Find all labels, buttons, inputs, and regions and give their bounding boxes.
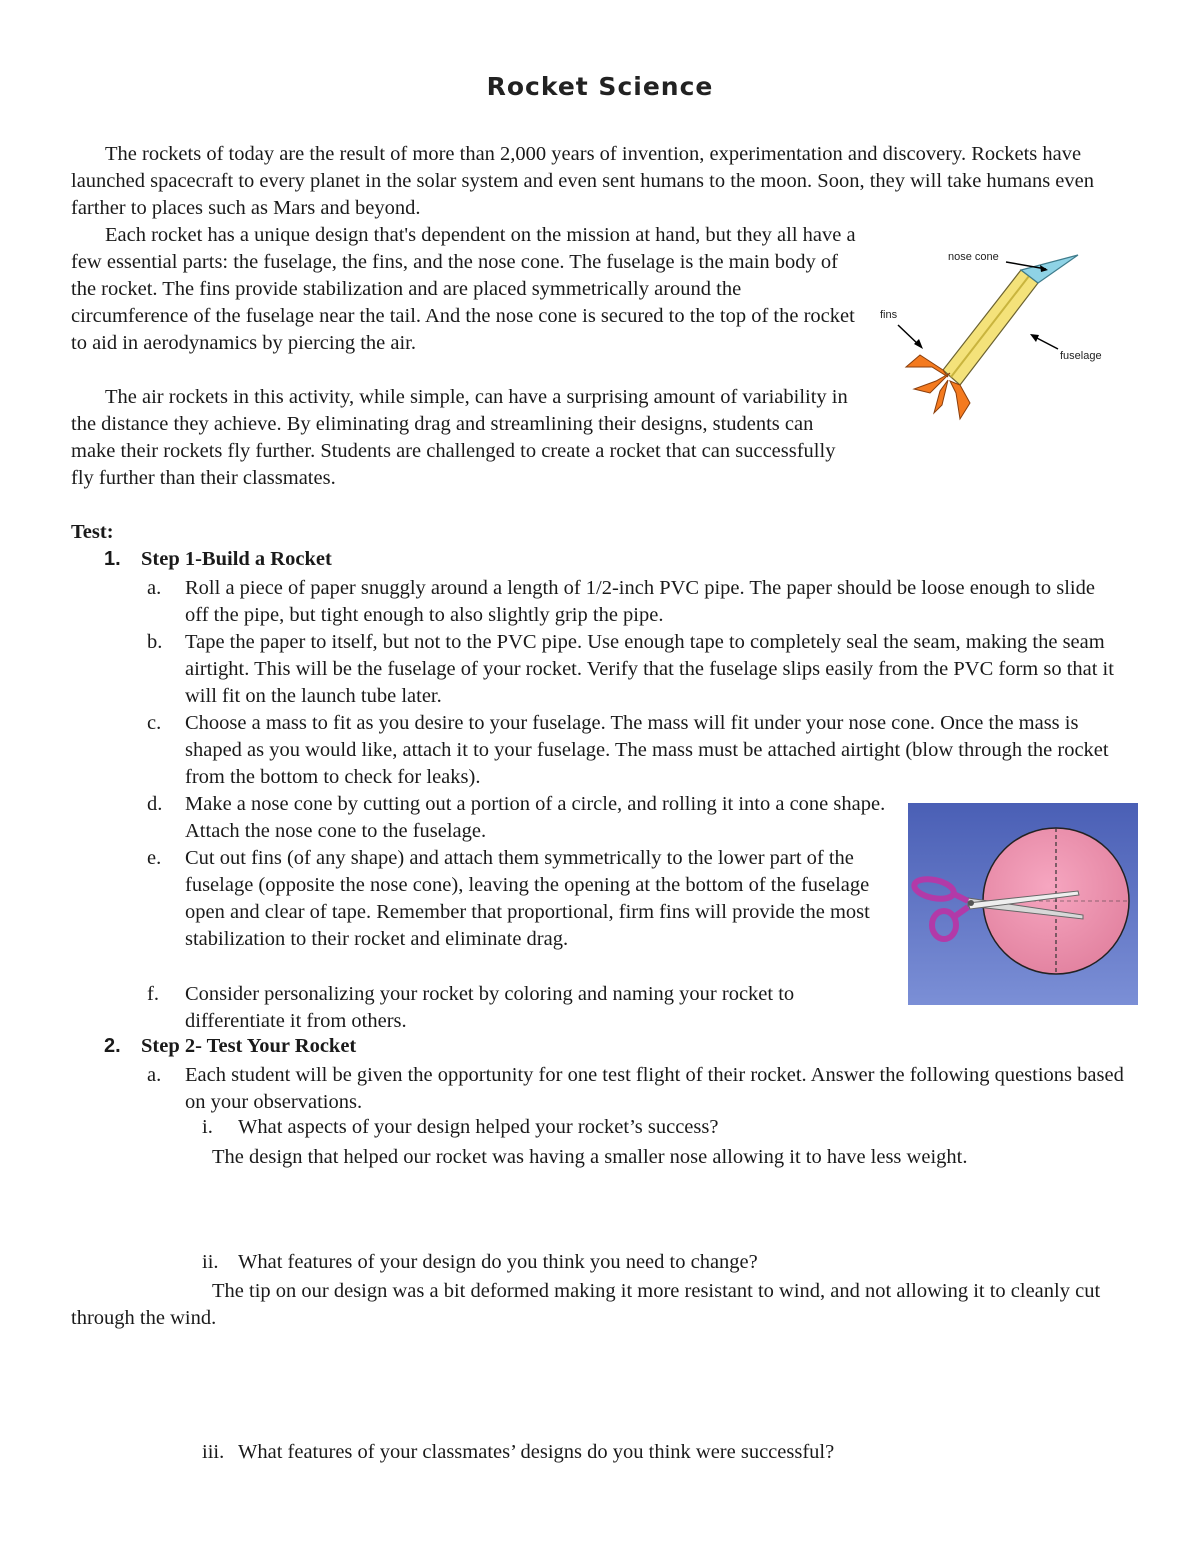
rocket-diagram <box>870 243 1120 428</box>
step-2-heading <box>104 1035 356 1058</box>
list-item <box>147 1062 1137 1116</box>
list-text: Tape the paper to itself, but not to the PVC pipe. Use enough tape to completely seal the seam, making the seam airtight. This will be the fuselage of your rocket. Verify that the fuselage slips easily from the PVC form so that it will fit on the launch tube later. <box>185 631 1114 707</box>
list-item <box>147 981 897 1035</box>
list-item <box>147 710 1137 791</box>
step-2-number: 2. <box>104 1035 121 1057</box>
list-item <box>147 845 877 953</box>
question-marker: ii. <box>202 1251 219 1273</box>
label-fuselage: fuselage <box>1060 350 1102 362</box>
list-text: Consider personalizing your rocket by coloring and naming your rocket to differentiate it from others. <box>185 983 795 1032</box>
list-marker: a. <box>147 1064 162 1086</box>
list-marker: f. <box>147 983 159 1005</box>
question-text: What features of your design do you think you need to change? <box>238 1251 758 1273</box>
step-1-title: Step 1-Build a Rocket <box>141 548 332 570</box>
intro-paragraph-2: Each rocket has a unique design that's dependent on the mission at hand, but they all have a few essential parts: the fuselage, the fins, and the nose cone. The fuselage is the main body of the rocket. The fins provide stabilization and are placed symmetrically around the circumference of the fuselage near the tail. And the nose cone is secured to the top of the rocket to aid in aerodynamics by piercing the air. <box>71 224 856 354</box>
question-marker: i. <box>202 1116 213 1138</box>
step-1-heading <box>104 548 332 571</box>
step-2-title: Step 2- Test Your Rocket <box>141 1035 357 1057</box>
nose-cone-circle-figure <box>908 803 1138 1005</box>
label-fins: fins <box>880 309 898 321</box>
question-marker: iii. <box>202 1441 225 1463</box>
list-text: Cut out fins (of any shape) and attach them symmetrically to the lower part of the fuselage (opposite the nose cone), leaving the opening at the bottom of the fuselage open and clear of tape. Remember that proportional, firm fins will provide the most stabilization to their rocket and eliminate drag. <box>185 847 870 950</box>
label-nose-cone: nose cone <box>948 251 999 263</box>
list-marker: c. <box>147 712 162 734</box>
intro-paragraph-3: The air rockets in this activity, while simple, can have a surprising amount of variability in the distance they achieve. By eliminating drag and streamlining their designs, students can make their rockets fly further. Students are challenged to create a rocket that can successfully fly further than their classmates. <box>71 386 848 489</box>
list-marker: b. <box>147 631 163 653</box>
intro-paragraph-1: The rockets of today are the result of more than 2,000 years of invention, experimentation and discovery. Rockets have launched spacecraft to every planet in the solar system and even sent humans to the moon. Soon, they will take humans even farther to places such as Mars and beyond. <box>71 143 1095 219</box>
answer-2: The tip on our design was a bit deformed making it more resistant to wind, and not allowing it to cleanly cut through the wind. <box>71 1280 1101 1329</box>
list-text: Choose a mass to fit as you desire to your fuselage. The mass will fit under your nose cone. Once the mass is shaped as you would like, attach it to your fuselage. The mass must be attached airtight (blow through the rocket from the bottom to check for leaks). <box>185 712 1109 788</box>
question-text: What aspects of your design helped your rocket’s success? <box>238 1116 719 1138</box>
rocket-fuselage <box>943 270 1038 385</box>
list-marker: a. <box>147 577 162 599</box>
answer-1: The design that helped our rocket was having a smaller nose allowing it to have less weight. <box>212 1146 968 1168</box>
list-marker: e. <box>147 847 162 869</box>
question-2 <box>202 1251 758 1274</box>
step-1-number: 1. <box>104 548 121 570</box>
page-title: Rocket Science <box>486 72 714 101</box>
list-text: Make a nose cone by cutting out a portion of a circle, and rolling it into a cone shape. Attach the nose cone to the fuselage. <box>185 793 886 842</box>
question-3 <box>202 1441 834 1464</box>
test-heading: Test: <box>71 521 114 543</box>
list-text: Roll a piece of paper snuggly around a length of 1/2-inch PVC pipe. The paper should be loose enough to slide off the pipe, but tight enough to also slightly grip the pipe. <box>185 577 1095 626</box>
question-text: What features of your classmates’ designs do you think were successful? <box>238 1441 835 1463</box>
list-text: Each student will be given the opportunity for one test flight of their rocket. Answer the following questions based on your observations. <box>185 1064 1124 1113</box>
list-item <box>147 629 1117 710</box>
list-item <box>147 791 887 845</box>
list-item <box>147 575 1117 629</box>
question-1 <box>202 1116 718 1139</box>
list-marker: d. <box>147 793 163 815</box>
